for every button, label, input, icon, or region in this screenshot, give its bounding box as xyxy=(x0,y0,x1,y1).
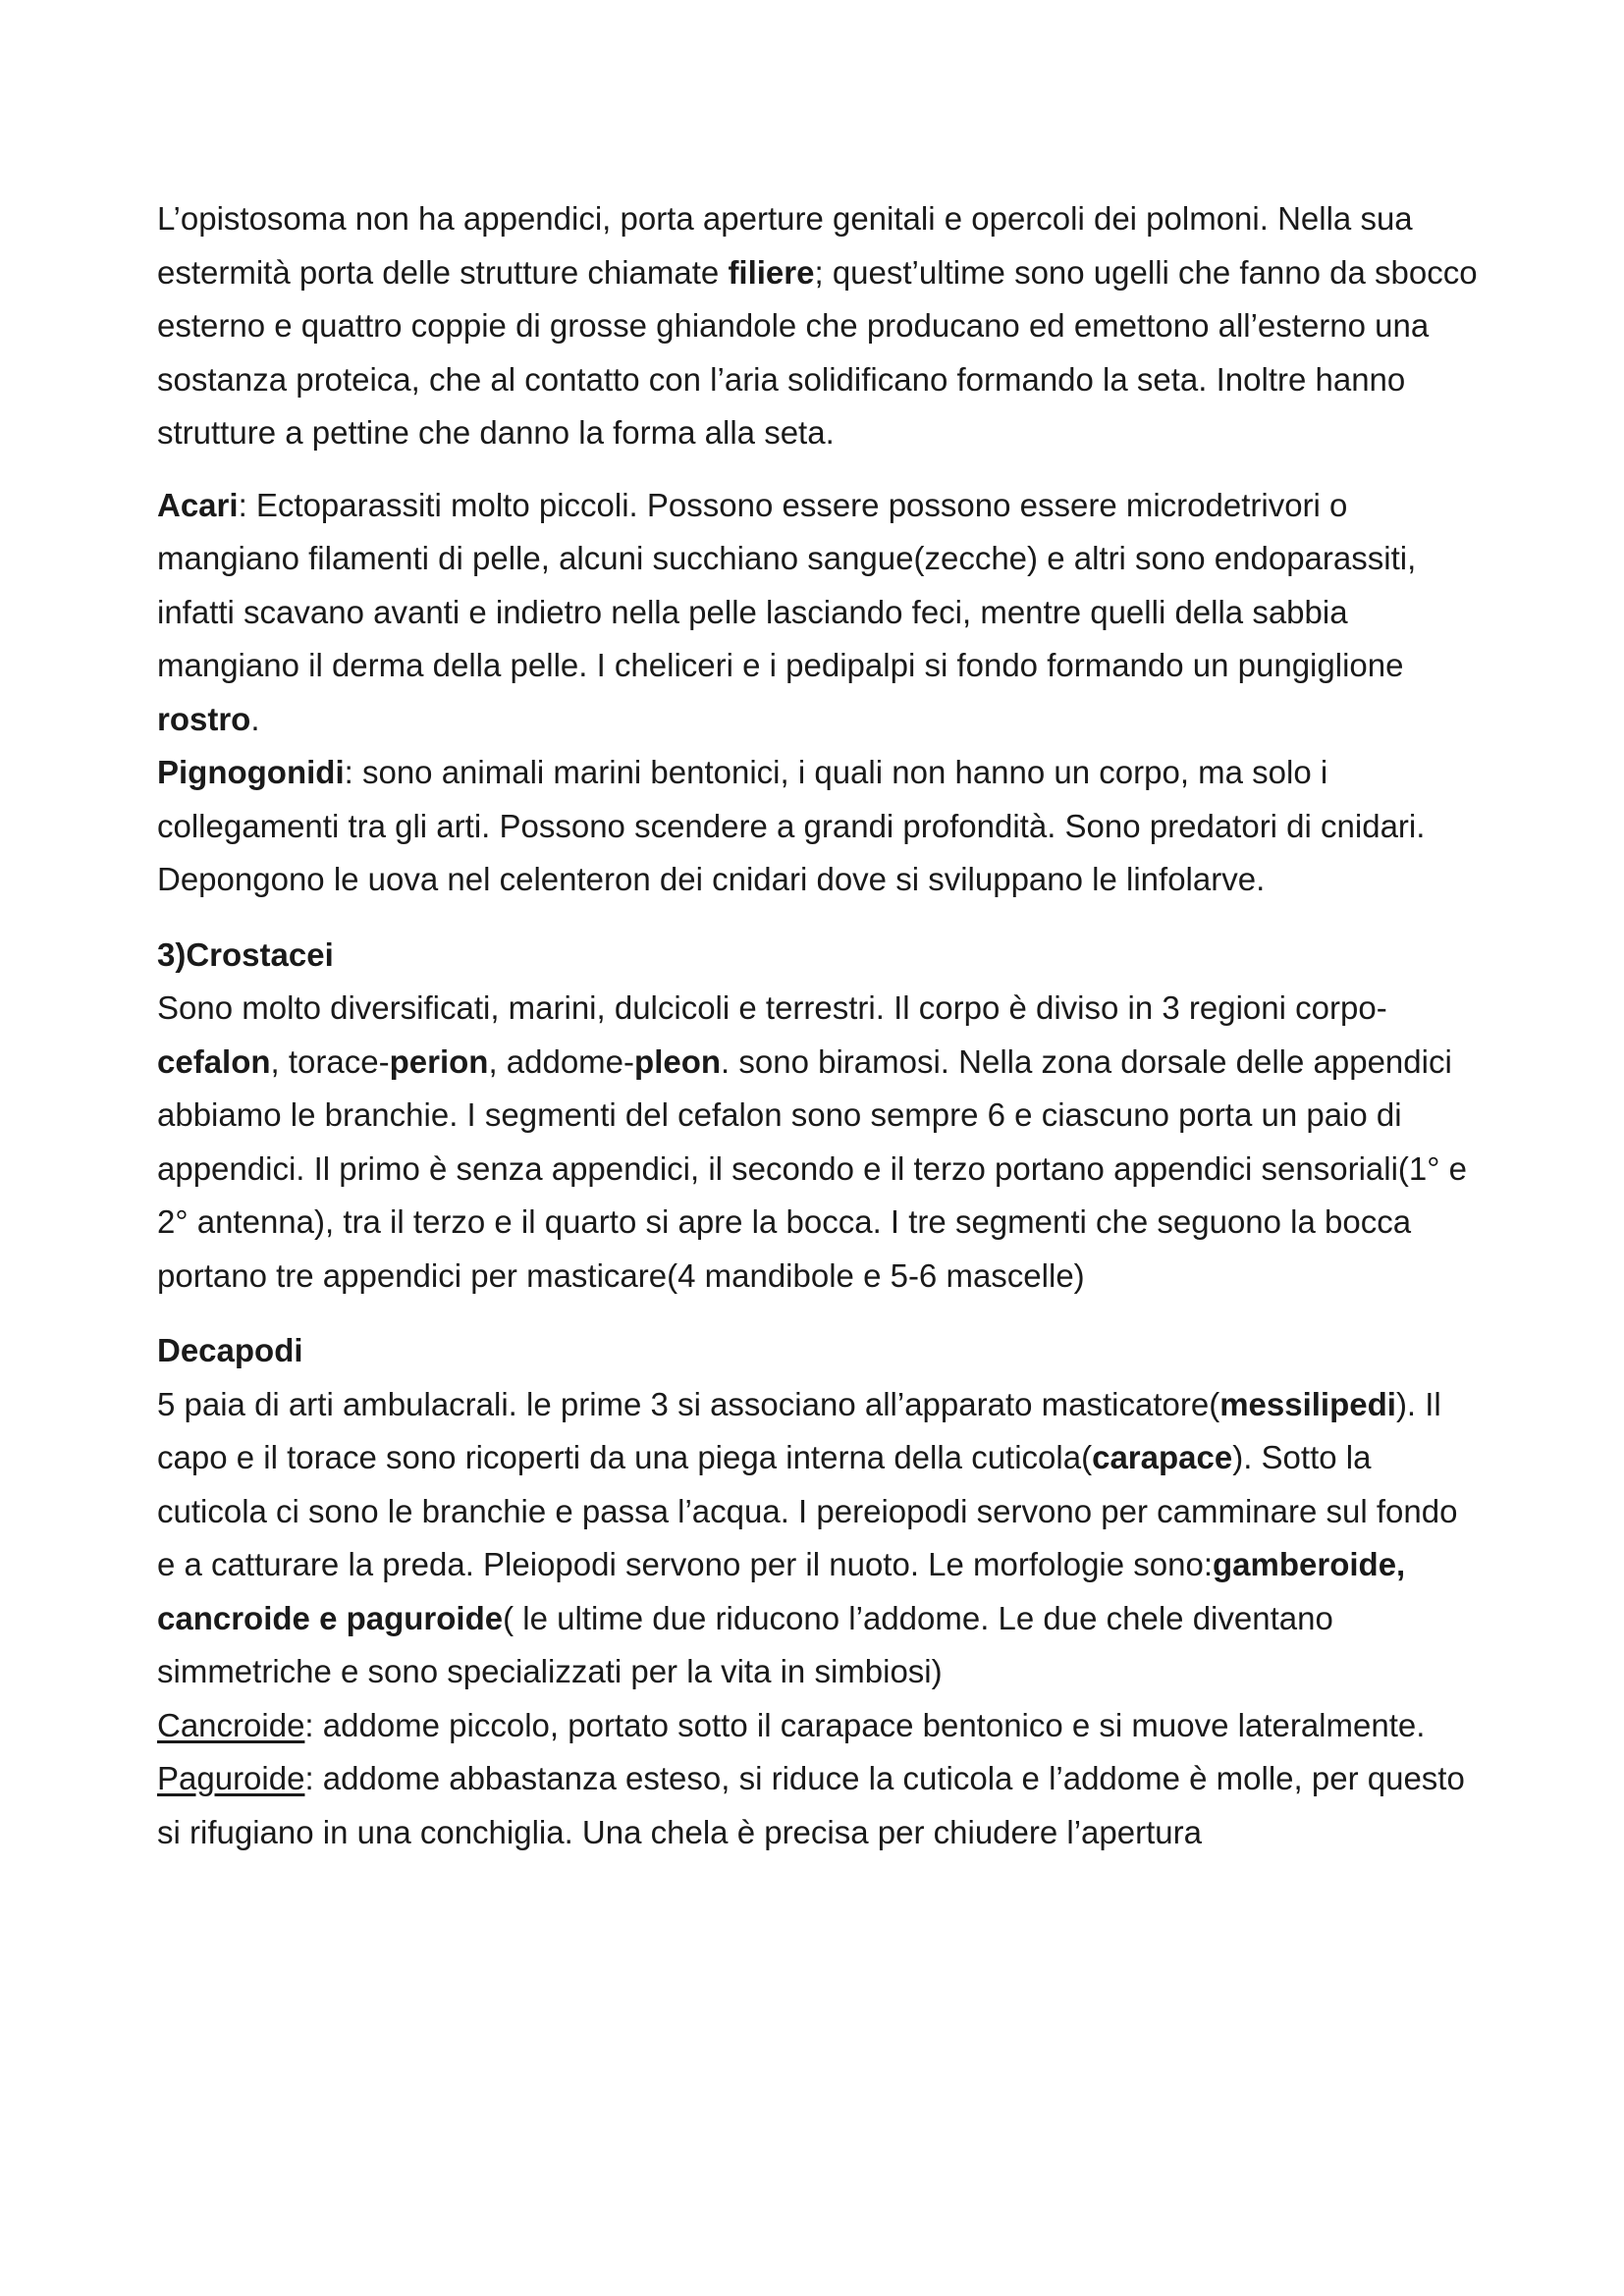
paragraph-acari xyxy=(157,479,1483,747)
text: : addome piccolo, portato sotto il carapace bentonico e si muove lateralmente. xyxy=(304,1706,1426,1743)
term-messilipedi: messilipedi xyxy=(1219,1385,1396,1422)
text: 5 paia di arti ambulacrali. le prime 3 si associano all’apparato masticatore( xyxy=(157,1385,1220,1422)
term-carapace: carapace xyxy=(1092,1439,1233,1475)
term-perion: perion xyxy=(389,1042,489,1080)
text: . xyxy=(250,700,260,737)
term-pignogonidi: Pignogonidi xyxy=(157,754,345,790)
heading-crostacei xyxy=(157,929,1483,983)
text: : Ectoparassiti molto piccoli. Possono essere possono essere microdetrivori o mangiano filamenti di pelle, alcuni succhiano sangue(zecche) e altri sono endoparassiti, infatti scavano avanti e indietro nella pelle lasciando feci, mentre quelli della sabbia mangiano il derma della pelle. I cheliceri e i pedipalpi si fondo formando un pungiglione xyxy=(157,486,1417,683)
paragraph-decapodi xyxy=(157,1378,1483,1699)
term-rostro: rostro xyxy=(157,700,251,737)
text: L’opistosoma non ha appendici, porta aperture genitali e opercoli dei polmoni. Nella sua estermità porta delle strutture chiamate xyxy=(157,200,1413,291)
term-pleon: pleon xyxy=(634,1042,722,1080)
document-page xyxy=(157,192,1483,1859)
text: ; quest’ultime sono ugelli che fanno da sbocco esterno e quattro coppie di grosse ghiandole che producano ed emettono all’esterno una sostanza proteica, che al contatto con l’aria solidificano formando la seta. Inoltre hanno strutture a pettine che danno la forma alla seta. xyxy=(157,253,1478,451)
term-cancroide: Cancroide xyxy=(157,1706,305,1743)
paragraph-pignogonidi xyxy=(157,746,1483,907)
term-filiere: filiere xyxy=(728,253,815,291)
term-paguroide: Paguroide xyxy=(157,1760,305,1796)
text: : addome abbastanza esteso, si riduce la cuticola e l’addome è molle, per questo si rifugiano in una conchiglia. Una chela è precisa per chiudere l’apertura xyxy=(157,1760,1465,1850)
text: Sono molto diversificati, marini, dulcicoli e terrestri. Il corpo è diviso in 3 regioni corpo- xyxy=(157,989,1387,1026)
text: ). Il capo e il torace sono ricoperti da una piega interna della cuticola( xyxy=(157,1385,1441,1475)
section-heading: Decapodi xyxy=(157,1332,303,1368)
heading-decapodi xyxy=(157,1324,1483,1378)
paragraph-crostacei xyxy=(157,982,1483,1303)
paragraph-opistosoma xyxy=(157,192,1483,460)
paragraph-cancroide xyxy=(157,1699,1483,1753)
text: , torace- xyxy=(270,1042,390,1080)
term-acari: Acari xyxy=(157,486,239,523)
term-cefalon: cefalon xyxy=(157,1042,271,1080)
paragraph-paguroide xyxy=(157,1752,1483,1859)
text: , addome- xyxy=(488,1042,635,1080)
term-morfologie: gamberoide, cancroide e paguroide xyxy=(157,1546,1406,1636)
text: : sono animali marini bentonici, i quali non hanno un corpo, ma solo i collegamenti tra gli arti. Possono scendere a grandi profondità. Sono predatori di cnidari. Depongono le uova nel celenteron dei cnidari dove si sviluppano le linfolarve. xyxy=(157,754,1426,897)
section-heading: 3)Crostacei xyxy=(157,935,334,973)
text: ). Sotto la cuticola ci sono le branchie e passa l’acqua. I pereiopodi servono per camminare sul fondo e a catturare la preda. Pleiopodi servono per il nuoto. Le morfologie sono: xyxy=(157,1439,1458,1582)
text: ( le ultime due riducono l’addome. Le due chele diventano simmetriche e sono specializzati per la vita in simbiosi) xyxy=(157,1599,1333,1689)
text: . sono biramosi. Nella zona dorsale delle appendici abbiamo le branchie. I segmenti del cefalon sono sempre 6 e ciascuno porta un paio di appendici. Il primo è senza appendici, il secondo e il terzo portano appendici sensoriali(1° e 2° antenna), tra il terzo e il quarto si apre la bocca. I tre segmenti che seguono la bocca portano tre appendici per masticare(4 mandibole e 5-6 mascelle) xyxy=(157,1042,1467,1294)
